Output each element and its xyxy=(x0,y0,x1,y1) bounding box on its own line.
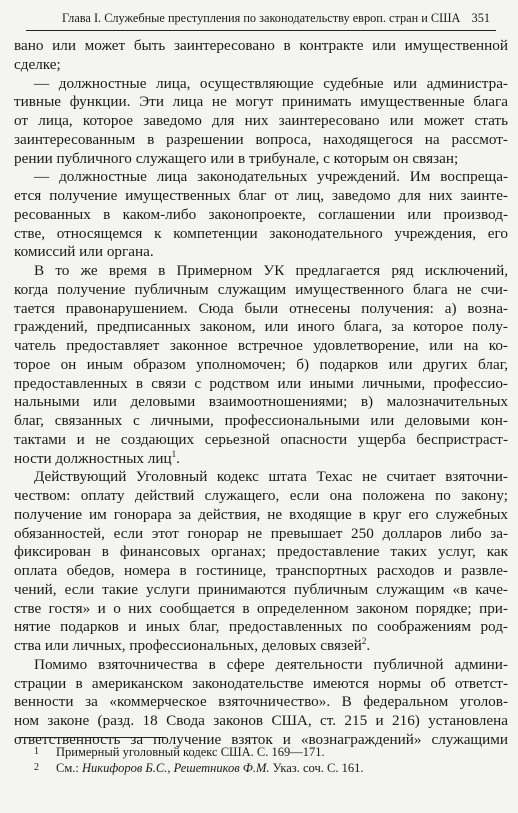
text-line xyxy=(14,300,508,319)
text-line-content: чеством: оплату действий служащего, если она положена по закону; xyxy=(14,487,508,504)
text-line xyxy=(14,487,508,506)
text-line-content: сделке; xyxy=(14,55,61,73)
text-line-content: рении публичного служащего или в трибунале, с которым он связан; xyxy=(14,149,459,167)
text-line xyxy=(14,600,508,619)
text-line xyxy=(14,356,508,375)
text-line xyxy=(14,468,508,487)
text-line xyxy=(14,506,508,525)
text-line-content: предоставленных в связи с родством или иными личными, профессио- xyxy=(14,374,508,392)
text-line-content: нальными или деловыми взаимоотношениями; в) малозначительных xyxy=(14,393,508,411)
text-line xyxy=(14,562,508,581)
footnote-number: 2 xyxy=(34,762,39,773)
text-line xyxy=(14,206,508,225)
footnote-ref: 2 xyxy=(361,637,367,646)
text-line-content: — должностные лица, осуществляющие судебные или администра- xyxy=(34,74,508,92)
text-line xyxy=(14,431,508,450)
text-line-content: стве гостя» и о них сообщается в определенном законом порядке; при- xyxy=(14,599,508,617)
text-line-content: благ, связанных с личными, профессиональными или деловыми кон- xyxy=(14,412,508,429)
text-line-content: граждений, предписанных законом, или иного блага, за которое полу- xyxy=(14,318,508,336)
text-line-content: тивные функции. Эти лица не могут принимать имущественные блага xyxy=(14,93,508,111)
text-line xyxy=(14,93,508,112)
text-line-content: торое он иным образом уполномочен; б) подарков или других благ, xyxy=(14,355,508,373)
text-line xyxy=(14,375,508,394)
text-line xyxy=(14,262,508,281)
text-line-content: вано или может быть заинтересовано в контракте или имущественной xyxy=(14,37,508,54)
text-line-content: ства или личных, профессиональных, деловых связей xyxy=(14,637,362,654)
text-line-content: фиксирован в финансовых органах; предоставление таких услуг, как xyxy=(14,543,508,561)
text-line xyxy=(14,693,508,712)
footnote xyxy=(34,760,494,776)
text-line-content: обязанностей, если этот гонорар не превышает 250 долларов либо за- xyxy=(14,524,508,542)
text-line xyxy=(14,581,508,600)
footnote-text: Указ. соч. С. 161. xyxy=(269,761,364,775)
text-line xyxy=(14,37,508,56)
footnote-prefix: См.: xyxy=(56,761,82,775)
text-line-content: ном законе (разд. 18 Свода законов США, ст. 215 и 216) установлена xyxy=(14,712,508,729)
chapter-title: Глава I. Служебные преступления по законодательству европ. стран и США xyxy=(62,11,461,25)
text-line-content: Помимо взяточничества в сфере деятельности публичной админи- xyxy=(34,655,508,673)
footnote-text: Примерный уголовный кодекс США. С. 169—171. xyxy=(56,745,325,759)
text-line-content: страции в американском законодательстве имеются нормы об ответст- xyxy=(14,674,508,692)
text-line xyxy=(14,637,508,656)
text-line-content: когда получение публичным служащим имущественного блага не счи- xyxy=(14,280,508,298)
footnote-ref: 1 xyxy=(171,449,177,459)
text-line-tail: . xyxy=(176,449,180,467)
text-line xyxy=(14,656,508,675)
text-line-content: В то же время в Примерном УК предлагается ряд исключений, xyxy=(34,262,508,279)
text-line-content: тактами и не создающих серьезной опасности ущерба беспристраст- xyxy=(14,430,508,448)
body-text xyxy=(14,37,508,750)
text-line-content: ется получение имущественных благ от лиц, заведомо для них заинте- xyxy=(14,187,508,204)
text-line xyxy=(14,393,508,412)
text-line-content: стве, относящемся к компетенции законодательного учреждения, его xyxy=(14,224,508,242)
text-line xyxy=(14,187,508,206)
footnotes xyxy=(34,744,494,776)
text-line xyxy=(14,225,508,244)
text-line xyxy=(14,318,508,337)
text-line xyxy=(14,112,508,131)
footnote xyxy=(34,744,494,760)
text-line-content: Действующий Уголовный кодекс штата Техас не считает взяточни- xyxy=(34,468,508,486)
text-line-content: чатель предоставляет законное встречное удовлетворение, или на ко- xyxy=(14,337,508,354)
text-line-content: нятие подарков и иных благ, предоставленных по соображениям род- xyxy=(14,618,508,636)
footnote-authors: Никифоров Б.С., Решетников Ф.М. xyxy=(81,761,270,775)
text-line xyxy=(14,168,508,187)
text-line-content: заинтересованным в разрешении вопроса, находящегося на рассмот- xyxy=(14,130,508,148)
text-line xyxy=(14,337,508,356)
text-line xyxy=(14,450,508,469)
page-number: 351 xyxy=(471,11,490,25)
text-line xyxy=(14,412,508,431)
text-line xyxy=(14,56,508,75)
text-line-content: комиссий или органа. xyxy=(14,243,154,261)
text-line-content: — должностные лица законодательных учреждений. Им воспреща- xyxy=(34,168,508,186)
text-line xyxy=(14,712,508,731)
text-line xyxy=(14,525,508,544)
text-line xyxy=(14,243,508,262)
text-line-content: тается правонарушением. Сюда были отнесены получения: а) возна- xyxy=(14,299,508,317)
text-line-content: от лица, которое заведомо для них заинтересовано или может стать xyxy=(14,112,508,129)
text-line-content: оплата обедов, номера в гостинице, транспортных расходов и развле- xyxy=(14,562,508,579)
running-header xyxy=(26,8,496,31)
text-line-content: чений, если такие услуги принимаются публичным служащим «в каче- xyxy=(14,580,508,598)
text-line xyxy=(14,675,508,694)
text-line xyxy=(14,131,508,150)
text-line xyxy=(14,150,508,169)
text-line xyxy=(14,281,508,300)
text-line-content: получение им гонорара за действия, не входящие в круг его служебных xyxy=(14,505,508,523)
text-line xyxy=(14,75,508,94)
text-line-tail: . xyxy=(366,637,371,654)
text-line-content: ности должностных лиц xyxy=(14,449,172,467)
text-line-content: ресованных в каком-либо законопроекте, соглашении или производ- xyxy=(14,205,508,223)
footnote-rule xyxy=(18,737,166,738)
text-line xyxy=(14,543,508,562)
text-line-content: ответственность за получение взяток и «вознаграждений» служащими xyxy=(14,730,508,748)
footnote-number: 1 xyxy=(34,746,39,757)
text-line xyxy=(14,618,508,637)
text-line-content: венности за «коммерческое взяточничество». В федеральном уголов- xyxy=(14,693,508,711)
